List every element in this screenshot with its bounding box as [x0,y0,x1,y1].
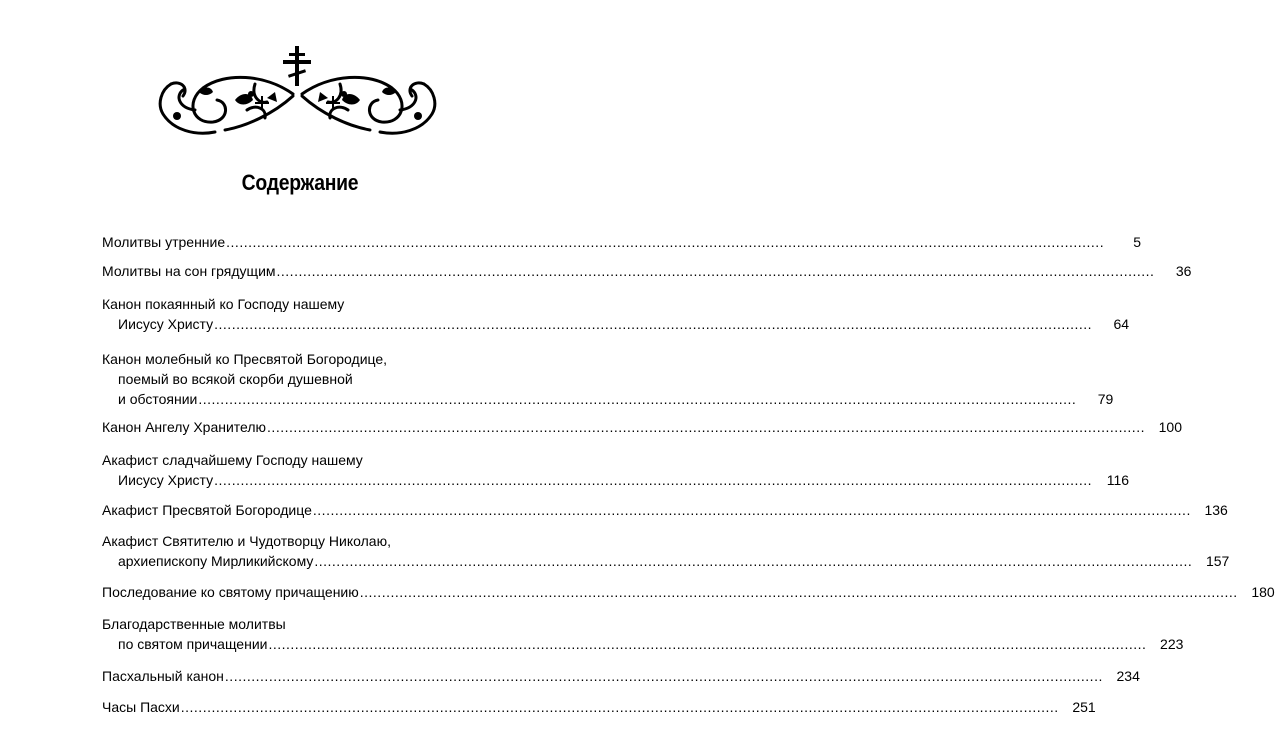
toc-entry-line [102,232,1142,252]
toc-page-number: 157 [1205,553,1230,569]
toc-leader-dots: ........................................................................................................................................................................................................ [214,472,1093,488]
page-title: Содержание [241,170,359,195]
toc-leader-dots: ........................................................................................................................................................................................................ [276,263,1155,279]
toc-entry[interactable] [102,666,1140,686]
toc-entry-line [102,450,495,470]
toc-page-number: 36 [1175,263,1192,279]
toc-entry[interactable] [102,417,1182,437]
toc-leader-dots: ........................................................................................................................................................................................................ [226,234,1105,250]
toc-entry-title: Канон молебный ко Пресвятой Богородице, [102,351,388,367]
toc-entry-line [102,666,1140,686]
toc-entry[interactable] [102,582,1275,602]
toc-leader-dots: ........................................................................................................................................................................................................ [314,553,1193,569]
toc-entry[interactable] [102,232,1142,252]
toc-entry-title: Часы Пасхи [102,699,180,715]
toc-leader-dots: ........................................................................................................................................................................................................ [267,419,1145,435]
toc-leader-dots: ........................................................................................................................................................................................................ [268,636,1147,652]
toc-page-number: 79 [1097,391,1114,407]
toc-leader-dots: ........................................................................................................................................................................................................ [214,316,1093,332]
toc-leader-dots: ........................................................................................................................................................................................................ [312,502,1191,518]
toc-entry-title: Пасхальный канон [102,668,224,684]
toc-entry-title: по святом причащении [118,636,268,652]
toc-entry-line [102,470,1130,490]
toc-page-number: 251 [1072,699,1096,715]
toc-entry-line [102,314,1130,334]
toc-page-number: 5 [1133,234,1142,250]
toc-entry-title: архиепископу Мирликийскому [118,553,314,569]
toc-entry-line [102,551,1230,571]
table-of-contents [102,232,1275,717]
toc-entry[interactable] [102,294,1130,334]
toc-entry-title: Иисусу Христу [118,316,214,332]
toc-entry-line [102,261,1192,281]
toc-entry[interactable] [102,614,1184,654]
toc-entry-title: Благодарственные молитвы [102,616,286,632]
toc-entry-title: Иисусу Христу [118,472,214,488]
toc-entry-line [102,531,495,551]
toc-entry-title: Молитвы утренние [102,234,226,250]
toc-entry[interactable] [102,697,1096,717]
toc-entry-title: поемый во всякой скорби душевной [118,371,353,387]
toc-leader-dots: ........................................................................................................................................................................................................ [198,391,1077,407]
toc-entry[interactable] [102,500,1228,520]
toc-entry-title: Акафист Пресвятой Богородице [102,502,312,518]
toc-entry[interactable] [102,531,1230,571]
toc-entry-line [102,349,495,369]
toc-entry-line [102,369,495,389]
toc-entry-title: Канон Ангелу Хранителю [102,419,267,435]
toc-entry-line [102,500,1228,520]
toc-entry-line [102,634,1184,654]
toc-entry-title: Молитвы на сон грядущим [102,263,276,279]
toc-page-number: 64 [1113,316,1130,332]
toc-entry[interactable] [102,450,1130,490]
toc-entry-line [102,614,495,634]
toc-page-number: 180 [1251,584,1275,600]
toc-entry-title: Акафист сладчайшему Господу нашему [102,452,363,468]
toc-entry-line [102,389,1114,409]
toc-entry-line [102,294,495,314]
toc-entry-line [102,582,1275,602]
toc-entry[interactable] [102,349,1114,409]
toc-page-number: 100 [1158,419,1182,435]
toc-page-number: 116 [1106,472,1130,488]
toc-entry-title: Канон покаянный ко Господу нашему [102,296,345,312]
toc-entry-title: Последование ко святому причащению [102,584,359,600]
toc-page-number: 136 [1204,502,1228,518]
toc-entry[interactable] [102,261,1192,281]
toc-page-number: 223 [1160,636,1184,652]
toc-leader-dots: ........................................................................................................................................................................................................ [359,584,1238,600]
toc-entry-line [102,697,1096,717]
toc-entry-title: Акафист Святителю и Чудотворцу Николаю, [102,533,391,549]
toc-leader-dots: ........................................................................................................................................................................................................ [180,699,1059,715]
toc-page-number: 234 [1116,668,1140,684]
toc-entry-line [102,417,1182,437]
cross-ornament-icon [155,44,440,139]
toc-leader-dots: ........................................................................................................................................................................................................ [224,668,1103,684]
toc-entry-title: и обстоянии [118,391,198,407]
